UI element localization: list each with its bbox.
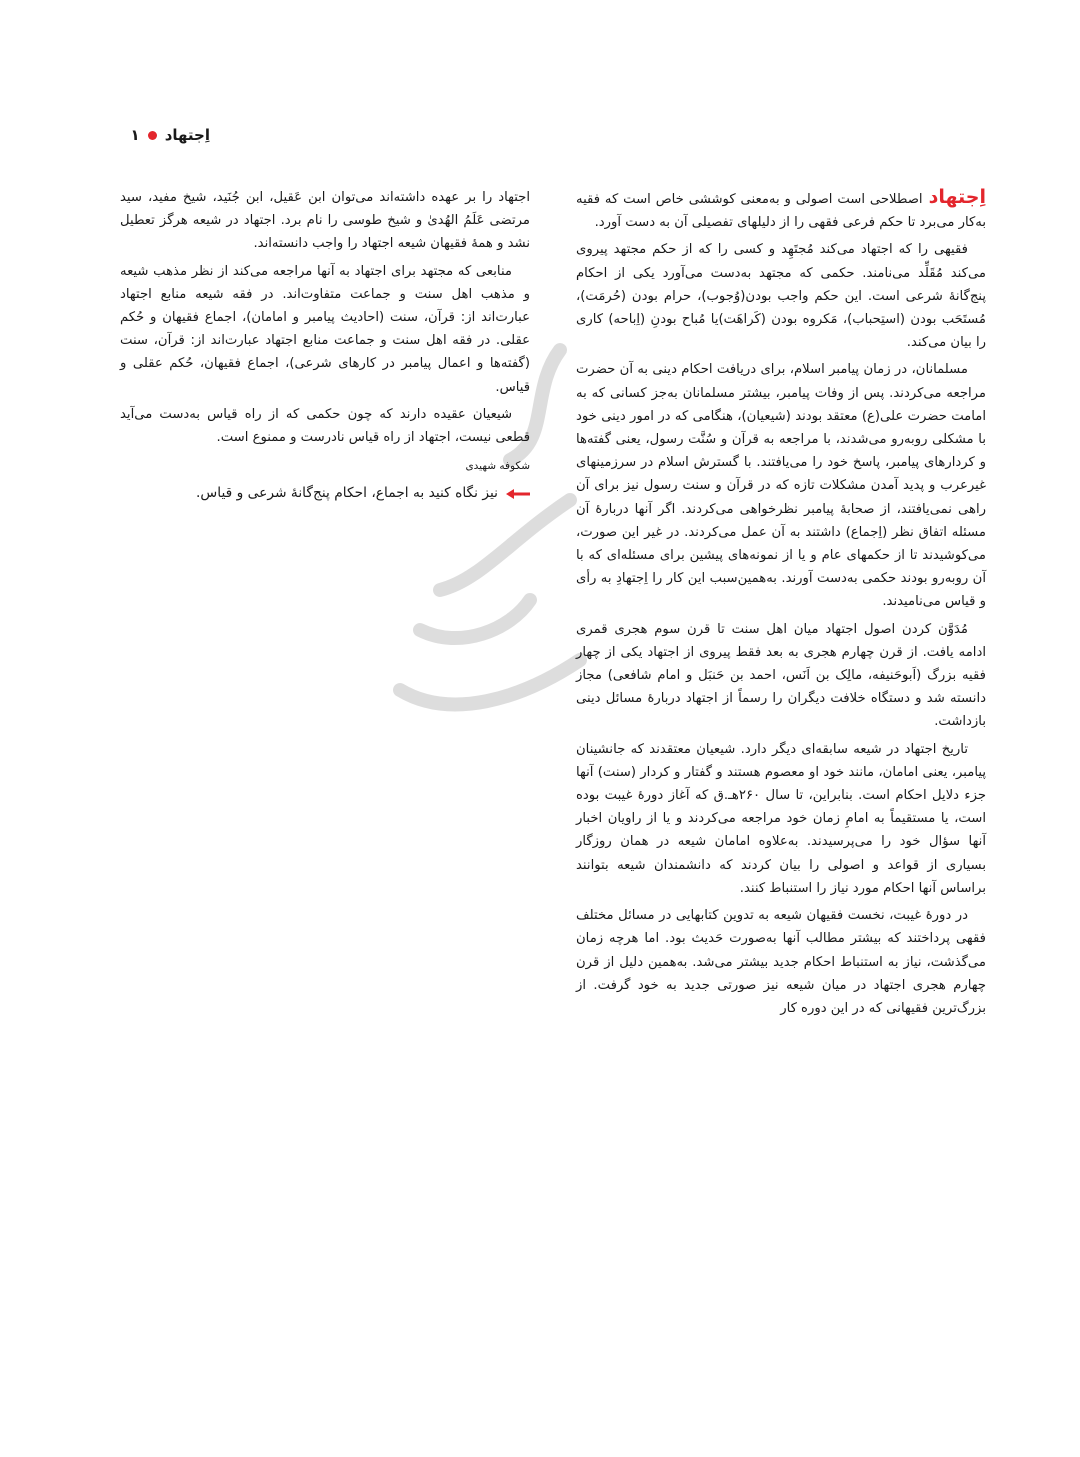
entry-paragraph-3: مسلمانان، در زمان پیامبر اسلام، برای دریافت احکام دینی به آن حضرت مراجعه می‌کردند. پس از وفات پیامبر، بیشتر مسلمانان به‌جز کسانی که به امامت حضرت علی(ع) معتقد بودند (شیعیان)، هنگامی که در امور دینی خود با مشکلی روبه‌رو می‌شدند، با مراجعه به قرآن و سُنَّت رسول، یعنی گفته‌ها و کردارهای پیامبر، پاسخ خود را می‌یافتند. با گسترش اسلام در سرزمینهای غیرعرب و پدید آمدن مشکلات تازه که در قرآن و سنت رسول نیز برای آن راهی نمی‌یافتند، از صحابهٔ پیامبر نظرخواهی می‌کردند. اگر آنها دربارهٔ آن مسئله اتفاق نظر (اِجماع) داشتند به آن عمل می‌کردند. در غیر این صورت، می‌کوشیدند تا از حکمهای عام و یا از نمونه‌های پیشین برای مسئله‌ای که با آن روبه‌رو بودند حکمی به‌دست آورند. به‌همین‌سبب این کار را اِجتهادِ به رأی و قیاس می‌نامیدند. bbox=[576, 362, 986, 610]
entry-paragraph-4: مُدَوَّن کردن اصول اجتهاد میان اهل سنت تا قرن سوم هجری قمری ادامه یافت. از قرن چهارم هجری به بعد فقط پیروی از اجتهاد یکی از چهار فقیه بزرگ (اَبوحَنیفه، مالِک بن اَنَس، احمد بن حَنبَل و امام شافعی) مجاز دانسته شد و دستگاه خلافت دیگران را رسماً از اجتهاد دربارهٔ مسائل دینی بازداشت. bbox=[576, 621, 986, 730]
left-column bbox=[120, 186, 530, 506]
page-header bbox=[120, 122, 210, 148]
entry-paragraph-5: تاریخ اجتهاد در شیعه سابقه‌ای دیگر دارد. شیعیان معتقدند که جانشینان پیامبر، یعنی امامان، مانند خود او معصوم هستند و گفتار و کردار (سنت) آنها جزء دلایل احکام است. بنابراین، تا سال ۲۶۰هـ.ق که آغاز دورهٔ غیبت بوده است، یا مستقیماً به امامِ زمان خود مراجعه می‌کردند و یا از راویان اخبار آنها سؤال خود را می‌پرسیدند. به‌علاوه امامان شیعه در همان روزگار بسیاری از قواعد و اصولی را بیان کردند که دانشمندان شیعه بتوانند براساس آنها احکام مورد نیاز را استنباط کنند. bbox=[576, 741, 986, 896]
entry-paragraph-8: منابعی که مجتهد برای اجتهاد به آنها مراجعه می‌کند از نظر مذهب شیعه و مذهب اهل سنت و جماعت متفاوت‌اند. در فقه شیعه منابع اجتهاد عبارت‌اند از: قرآن، سنت (احادیث پیامبر و امامان)، اجماع فقیهان و حُکم عقلی. در فقه اهل سنت و جماعت منابع اجتهاد عبارت‌اند از: قرآن، سنت (گفته‌ها و اعمال پیامبر در کارهای شرعی)، اجماع فقیهان، حُکم عقلی و قیاس. bbox=[120, 263, 530, 395]
entry-paragraph-9: شیعیان عقیده دارند که چون حکمی که از راه قیاس به‌دست می‌آید قطعی نیست، اجتهاد از راه قیاس نادرست و ممنوع است. bbox=[120, 406, 530, 446]
right-column bbox=[576, 186, 986, 1024]
entry-paragraph-1: اِجتهاداصطلاحی است اصولی و به‌معنی کوششی خاص است که فقیه به‌کار می‌برد تا حکم فرعی فقهی را از دلیلهای تفصیلی آن به دست آورد. bbox=[576, 186, 986, 231]
see-also-line bbox=[120, 482, 530, 505]
entry-title: اِجتهاد bbox=[928, 186, 986, 208]
author-name: شکوفه شهیدی bbox=[465, 460, 530, 473]
header-title: اِجتهاد bbox=[164, 126, 210, 144]
see-also-text: نیز نگاه کنید به اجماع، احکام پنج‌گانهٔ شرعی و قیاس. bbox=[196, 485, 498, 502]
entry-paragraph-6: در دورهٔ غیبت، نخست فقیهان شیعه به تدوین کتابهایی در مسائل مختلف فقهی پرداختند که بیشتر مطالب آنها به‌صورت حَدیث بود. اما هرچه زمان می‌گذشت، نیاز به استنباط احکام جدید بیشتر می‌شد. به‌همین دلیل از قرن چهارم هجری اجتهاد در میان شیعه نیز صورتی جدید به خود گرفت. از بزرگ‌ترین فقیهانی که در این دوره کار bbox=[576, 908, 986, 1016]
entry-paragraph-7: اجتهاد را بر عهده داشته‌اند می‌توان ابن عَقیل، ابن جُنَید، شیخ مفید، سید مرتضی عَلَمُ الهُدیٰ و شیخ طوسی را نام برد. اجتهاد در شیعه هرگز تعطیل نشد و همهٔ فقیهان شیعه اجتهاد را واجب دانسته‌اند. bbox=[120, 190, 530, 252]
red-dot-icon bbox=[148, 131, 157, 140]
entry-paragraph-2: فقیهی را که اجتهاد می‌کند مُجتَهِد و کسی را که از حکم مجتهد پیروی می‌کند مُقَلِّد می‌نامند. حکمی که مجتهد به‌دست می‌آورد یکی از احکام پنج‌گانهٔ شرعی است. این حکم واجب بودن(وُجوب)، حرام بودن (حُرمَت)، مُستَحَب بودن (استِحباب)، مَکروه بودن (کَراهَت)یا مُباح بودنِ (اِباحه) کاری را بیان می‌کند. bbox=[576, 242, 986, 351]
page-number: ۱ bbox=[130, 126, 140, 144]
arrow-left-icon bbox=[506, 489, 530, 499]
